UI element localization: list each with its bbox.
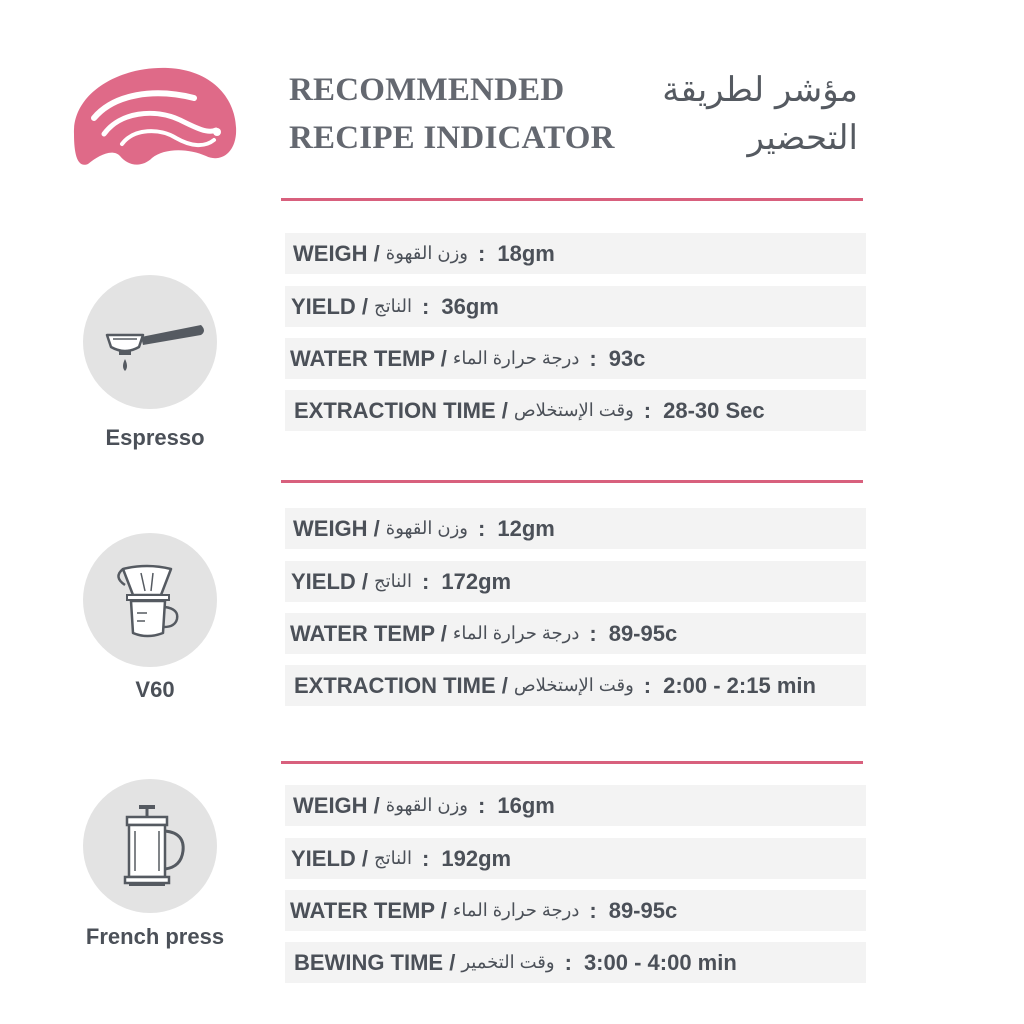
recipe-row-brewing-time: BEWING TIME / وقت التخمير : 3:00 - 4:00 min bbox=[285, 942, 866, 983]
row-value: 93c bbox=[608, 345, 646, 371]
title-line-1: RECOMMENDED bbox=[289, 72, 565, 108]
row-value: 89-95c bbox=[608, 620, 678, 646]
row-label-arabic: وزن القهوة bbox=[385, 795, 469, 815]
row-value: 172gm bbox=[441, 568, 512, 594]
espresso-icon-circle bbox=[83, 275, 217, 409]
recipe-row-weigh: WEIGH / وزن القهوة : 16gm bbox=[285, 785, 866, 826]
row-value: 3:00 - 4:00 min bbox=[583, 949, 737, 975]
method-label-espresso: Espresso bbox=[105, 425, 205, 450]
recipe-row-yield: YIELD / الناتج : 172gm bbox=[285, 561, 866, 602]
section-divider bbox=[281, 480, 863, 483]
row-value: 12gm bbox=[497, 515, 555, 541]
row-label: YIELD / bbox=[291, 568, 369, 594]
row-value: 36gm bbox=[441, 293, 499, 319]
section-divider bbox=[281, 198, 863, 201]
v60-dripper-icon bbox=[83, 533, 217, 667]
brand-logo bbox=[68, 64, 240, 176]
row-label-arabic: الناتج bbox=[374, 571, 413, 591]
row-label: EXTRACTION TIME / bbox=[294, 397, 508, 423]
row-label-arabic: درجة حرارة الماء bbox=[452, 900, 580, 920]
row-label-arabic: الناتج bbox=[374, 848, 413, 868]
page-title-arabic bbox=[640, 66, 858, 162]
row-label-arabic: وقت الإستخلاص bbox=[513, 675, 634, 695]
section-divider bbox=[281, 761, 863, 764]
title-arabic-line-1: مؤشر لطريقة bbox=[662, 70, 858, 110]
row-label: YIELD / bbox=[291, 293, 369, 319]
recipe-row-water-temp: WATER TEMP / درجة حرارة الماء : 89-95c bbox=[285, 890, 866, 931]
row-label: WEIGH / bbox=[293, 515, 380, 541]
row-value: 16gm bbox=[497, 792, 555, 818]
row-label-arabic: وقت التخمير bbox=[461, 952, 555, 972]
row-label: WATER TEMP / bbox=[290, 620, 447, 646]
row-label: YIELD / bbox=[291, 845, 369, 871]
row-label-arabic: وزن القهوة bbox=[385, 518, 469, 538]
title-arabic-line-2: التحضير bbox=[747, 118, 858, 158]
french-press-icon bbox=[83, 779, 217, 913]
row-label: EXTRACTION TIME / bbox=[294, 672, 508, 698]
recipe-row-extraction-time: EXTRACTION TIME / وقت الإستخلاص : 28-30 Sec bbox=[285, 390, 866, 431]
row-label-arabic: الناتج bbox=[374, 296, 413, 316]
recipe-row-yield: YIELD / الناتج : 36gm bbox=[285, 286, 866, 327]
row-value: 192gm bbox=[441, 845, 512, 871]
row-label: WEIGH / bbox=[293, 240, 380, 266]
page-title bbox=[289, 66, 615, 162]
row-value: 28-30 Sec bbox=[663, 397, 765, 423]
recipe-row-water-temp: WATER TEMP / درجة حرارة الماء : 93c bbox=[285, 338, 866, 379]
row-label-arabic: درجة حرارة الماء bbox=[452, 623, 580, 643]
row-value: 18gm bbox=[497, 240, 555, 266]
recipe-row-water-temp: WATER TEMP / درجة حرارة الماء : 89-95c bbox=[285, 613, 866, 654]
row-label-arabic: درجة حرارة الماء bbox=[452, 348, 580, 368]
french-press-icon-circle bbox=[83, 779, 217, 913]
row-label: WEIGH / bbox=[293, 792, 380, 818]
v60-icon-circle bbox=[83, 533, 217, 667]
recipe-row-weigh: WEIGH / وزن القهوة : 18gm bbox=[285, 233, 866, 274]
method-label-v60: V60 bbox=[135, 677, 175, 702]
row-value: 2:00 - 2:15 min bbox=[663, 672, 816, 698]
title-line-2: RECIPE INDICATOR bbox=[289, 120, 615, 156]
recipe-row-weigh: WEIGH / وزن القهوة : 12gm bbox=[285, 508, 866, 549]
row-value: 89-95c bbox=[608, 897, 678, 923]
method-label-french-press: French press bbox=[85, 924, 225, 949]
row-label: WATER TEMP / bbox=[290, 897, 447, 923]
row-label: BEWING TIME / bbox=[294, 949, 456, 975]
row-label-arabic: وقت الإستخلاص bbox=[513, 400, 634, 420]
recipe-row-extraction-time: EXTRACTION TIME / وقت الإستخلاص : 2:00 - 2:15 min bbox=[285, 665, 866, 706]
recipe-row-yield: YIELD / الناتج : 192gm bbox=[285, 838, 866, 879]
row-label: WATER TEMP / bbox=[290, 345, 447, 371]
espresso-portafilter-icon bbox=[83, 275, 217, 409]
row-label-arabic: وزن القهوة bbox=[385, 243, 469, 263]
